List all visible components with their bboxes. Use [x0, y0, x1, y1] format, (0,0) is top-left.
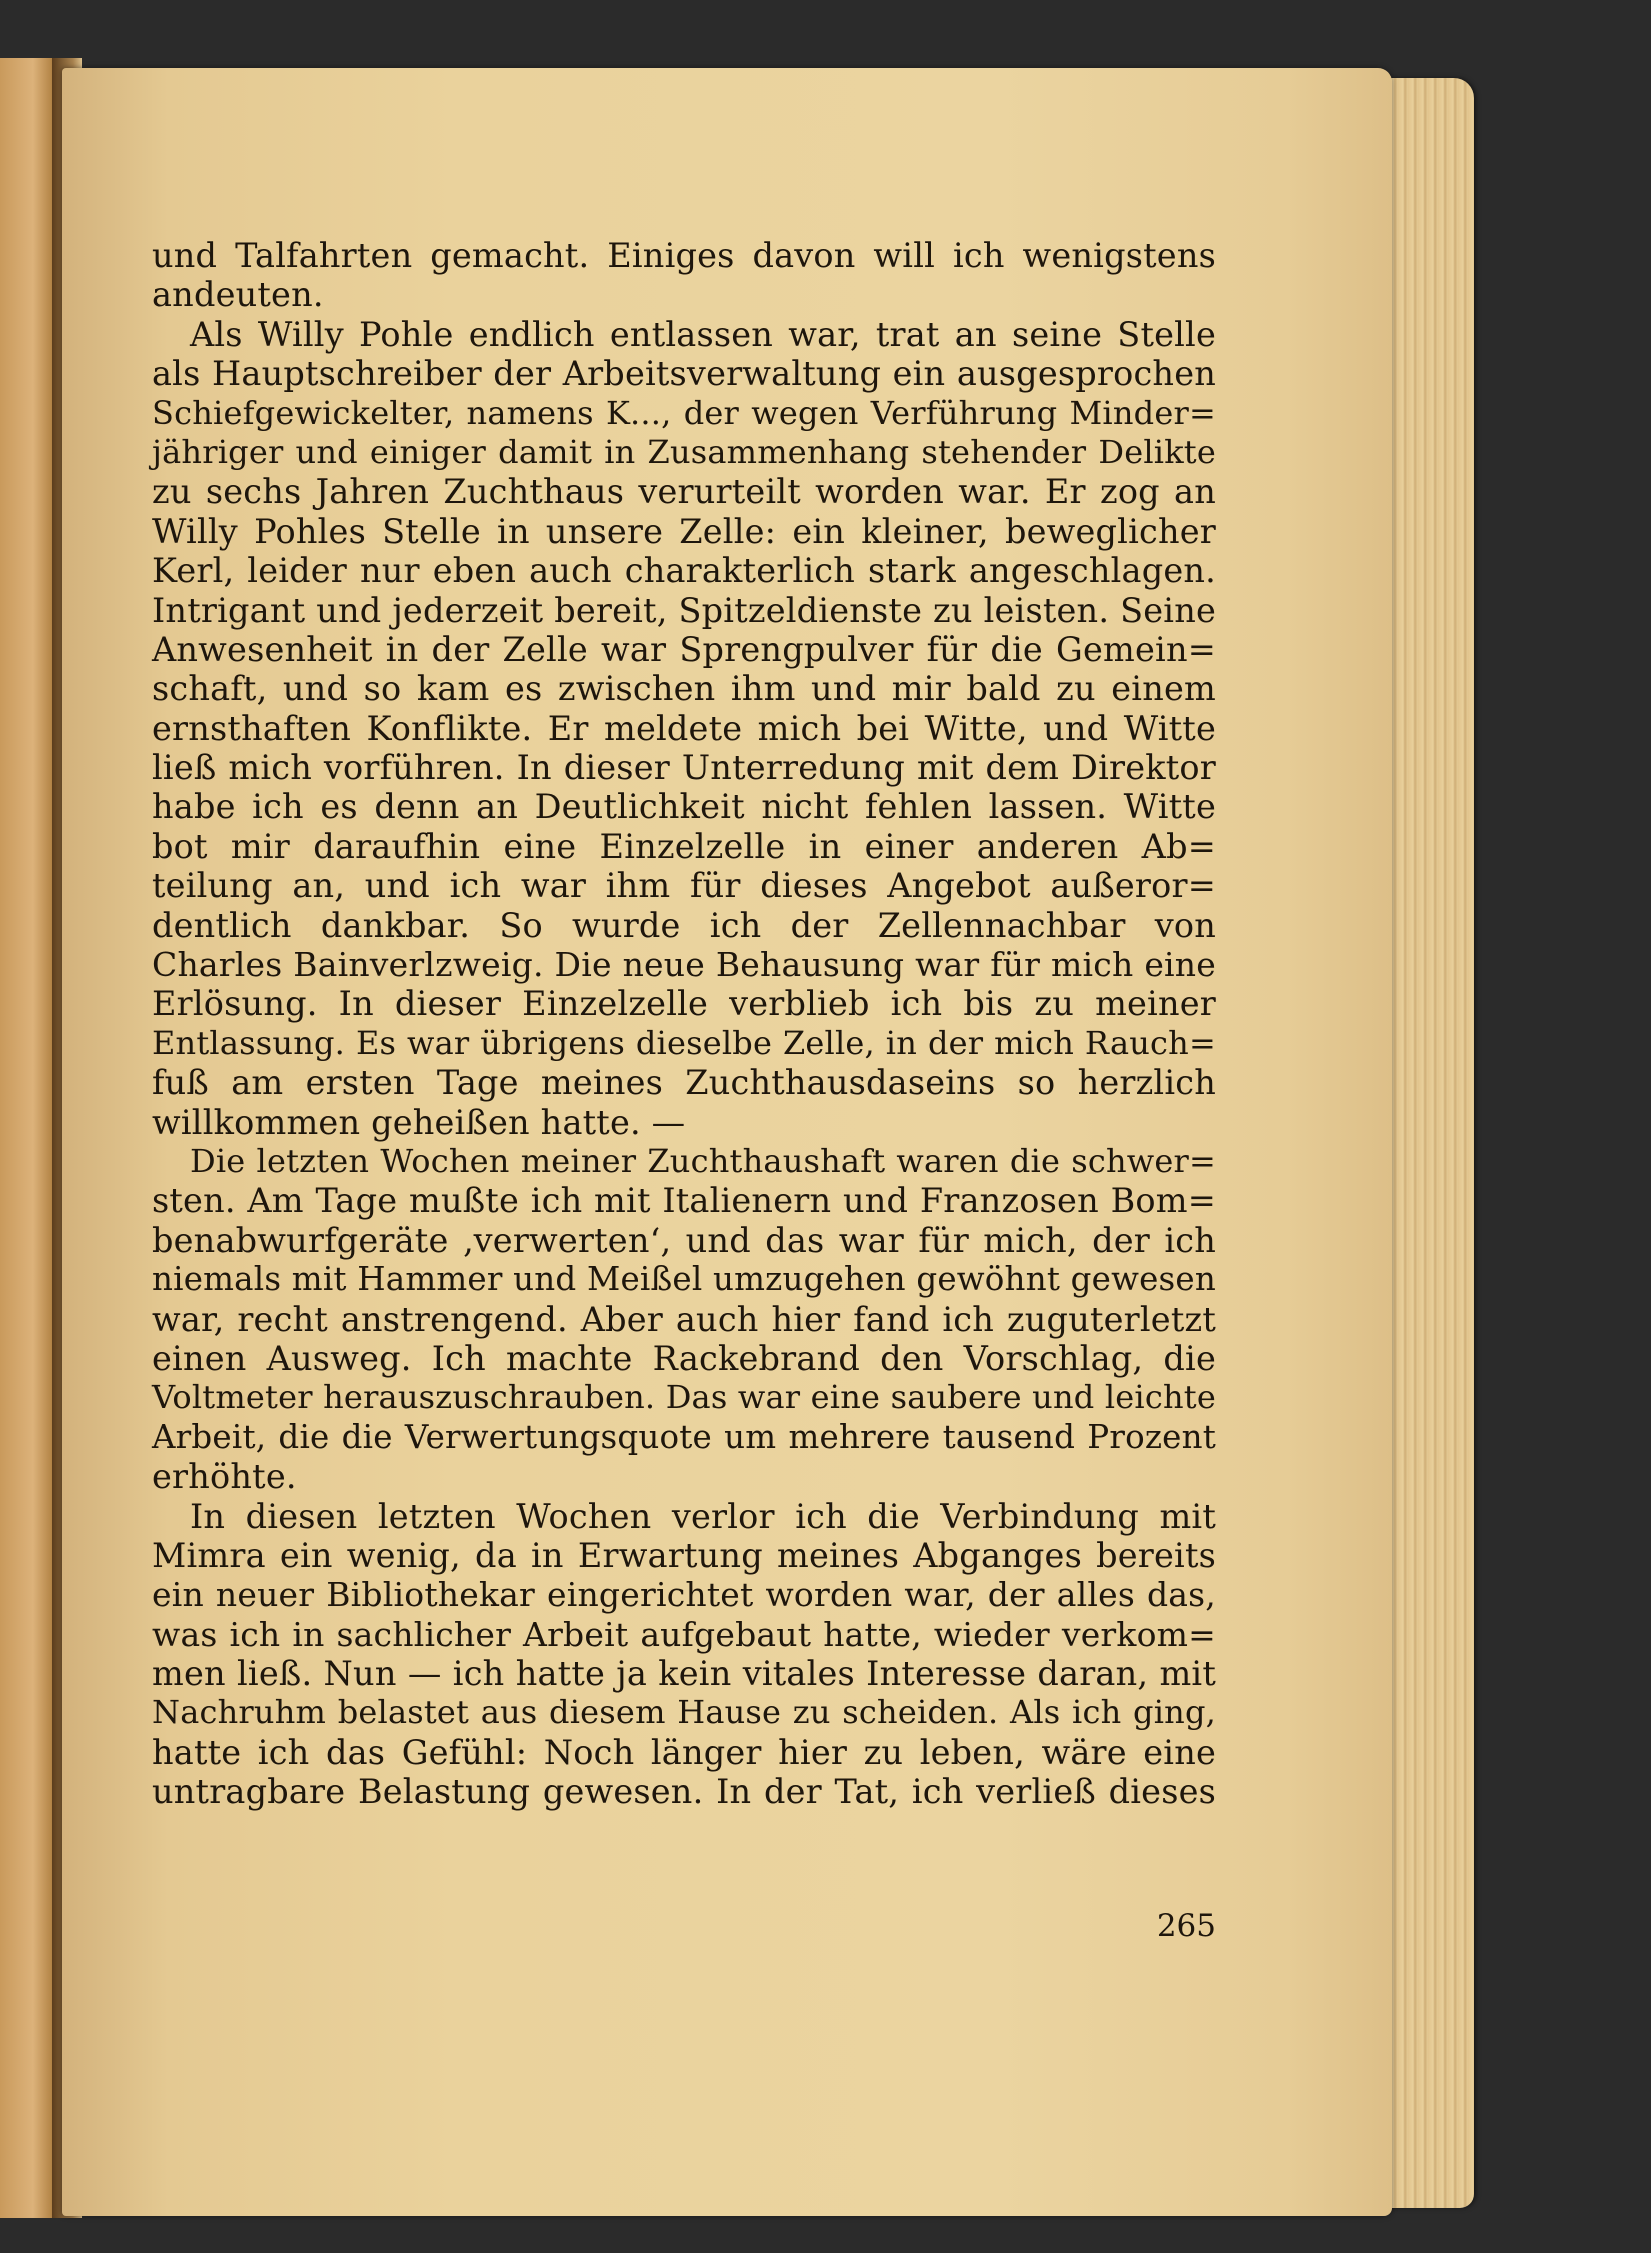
text-line: men ließ. Nun — ich hatte ja kein vitales Interesse daran, mit: [152, 1654, 1216, 1694]
page-stack-edge: [1378, 78, 1474, 2208]
text-line: Willy Pohles Stelle in unsere Zelle: ein kleiner, beweglicher: [152, 511, 1216, 551]
text-line: erhöhte.: [152, 1457, 297, 1497]
text-line: willkommen geheißen hatte. —: [152, 1102, 686, 1142]
text-line: Anwesenheit in der Zelle war Sprengpulver für die Gemein=: [152, 629, 1216, 669]
text-line: dentlich dankbar. So wurde ich der Zellennachbar von: [152, 905, 1216, 945]
text-line: Arbeit, die die Verwertungsquote um mehrere tausend Prozent: [152, 1417, 1216, 1456]
text-line: Kerl, leider nur eben auch charakterlich stark angeschlagen.: [152, 551, 1216, 591]
text-line: zu sechs Jahren Zuchthaus verurteilt worden war. Er zog an: [152, 472, 1216, 512]
text-line: In diesen letzten Wochen verlor ich die Verbindung mit: [190, 1496, 1216, 1536]
text-line: untragbare Belastung gewesen. In der Tat, ich verließ dieses: [152, 1772, 1216, 1812]
text-line: als Hauptschreiber der Arbeitsverwaltung ein ausgesprochen: [152, 354, 1216, 394]
text-line: niemals mit Hammer und Meißel umzugehen gewöhnt gewesen: [152, 1260, 1216, 1299]
text-line: habe ich es denn an Deutlichkeit nicht fehlen lassen. Witte: [152, 787, 1216, 827]
page-number: 265: [1156, 1908, 1216, 1944]
text-line: und Talfahrten gemacht. Einiges davon will ich wenigstens: [152, 236, 1216, 275]
text-line: ein neuer Bibliothekar eingerichtet worden war, der alles das,: [152, 1575, 1216, 1615]
text-line: war, recht anstrengend. Aber auch hier fand ich zuguterletzt: [152, 1299, 1216, 1339]
text-line: Nachruhm belastet aus diesem Hause zu scheiden. Als ich ging,: [152, 1693, 1216, 1732]
text-line: Die letzten Wochen meiner Zuchthaushaft waren die schwer=: [190, 1141, 1216, 1180]
text-line: Schiefgewickelter, namens K..., der wegen Verführung Minder=: [152, 393, 1216, 432]
left-page-edge: [0, 58, 60, 2218]
text-line: Intrigant und jederzeit bereit, Spitzeldienste zu leisten. Seine: [152, 590, 1216, 630]
text-line: sten. Am Tage mußte ich mit Italienern und Franzosen Bom=: [152, 1181, 1216, 1221]
text-line: ließ mich vorführen. In dieser Unterredung mit dem Direktor: [152, 748, 1216, 788]
text-line: andeuten.: [152, 275, 324, 315]
text-line: Voltmeter herauszuschrauben. Das war eine saubere und leichte: [152, 1378, 1216, 1417]
text-line: Als Willy Pohle endlich entlassen war, trat an seine Stelle: [190, 314, 1216, 354]
text-line: jähriger und einiger damit in Zusammenhang stehender Delikte: [152, 432, 1216, 471]
text-line: Mimra ein wenig, da in Erwartung meines Abganges bereits: [152, 1535, 1216, 1575]
text-line: Charles Bainverlzweig. Die neue Behausung war für mich eine: [152, 945, 1216, 985]
text-line: ernsthaften Konflikte. Er meldete mich bei Witte, und Witte: [152, 708, 1216, 748]
body-text: [152, 236, 1216, 1812]
text-line: teilung an, und ich war ihm für dieses Angebot außeror=: [152, 866, 1216, 906]
text-line: was ich in sachlicher Arbeit aufgebaut hatte, wieder verkom=: [152, 1614, 1216, 1654]
text-line: bot mir daraufhin eine Einzelzelle in einer anderen Ab=: [152, 826, 1216, 866]
text-line: hatte ich das Gefühl: Noch länger hier zu leben, wäre eine: [152, 1732, 1216, 1772]
text-line: Erlösung. In dieser Einzelzelle verblieb ich bis zu meiner: [152, 984, 1216, 1024]
text-line: fuß am ersten Tage meines Zuchthausdaseins so herzlich: [152, 1063, 1216, 1103]
text-line: einen Ausweg. Ich machte Rackebrand den Vorschlag, die: [152, 1338, 1216, 1378]
text-line: benabwurfgeräte ‚verwerten‘, und das war für mich, der ich: [152, 1220, 1216, 1260]
text-line: Entlassung. Es war übrigens dieselbe Zelle, in der mich Rauch=: [152, 1023, 1216, 1062]
text-line: schaft, und so kam es zwischen ihm und mir bald zu einem: [152, 669, 1216, 709]
